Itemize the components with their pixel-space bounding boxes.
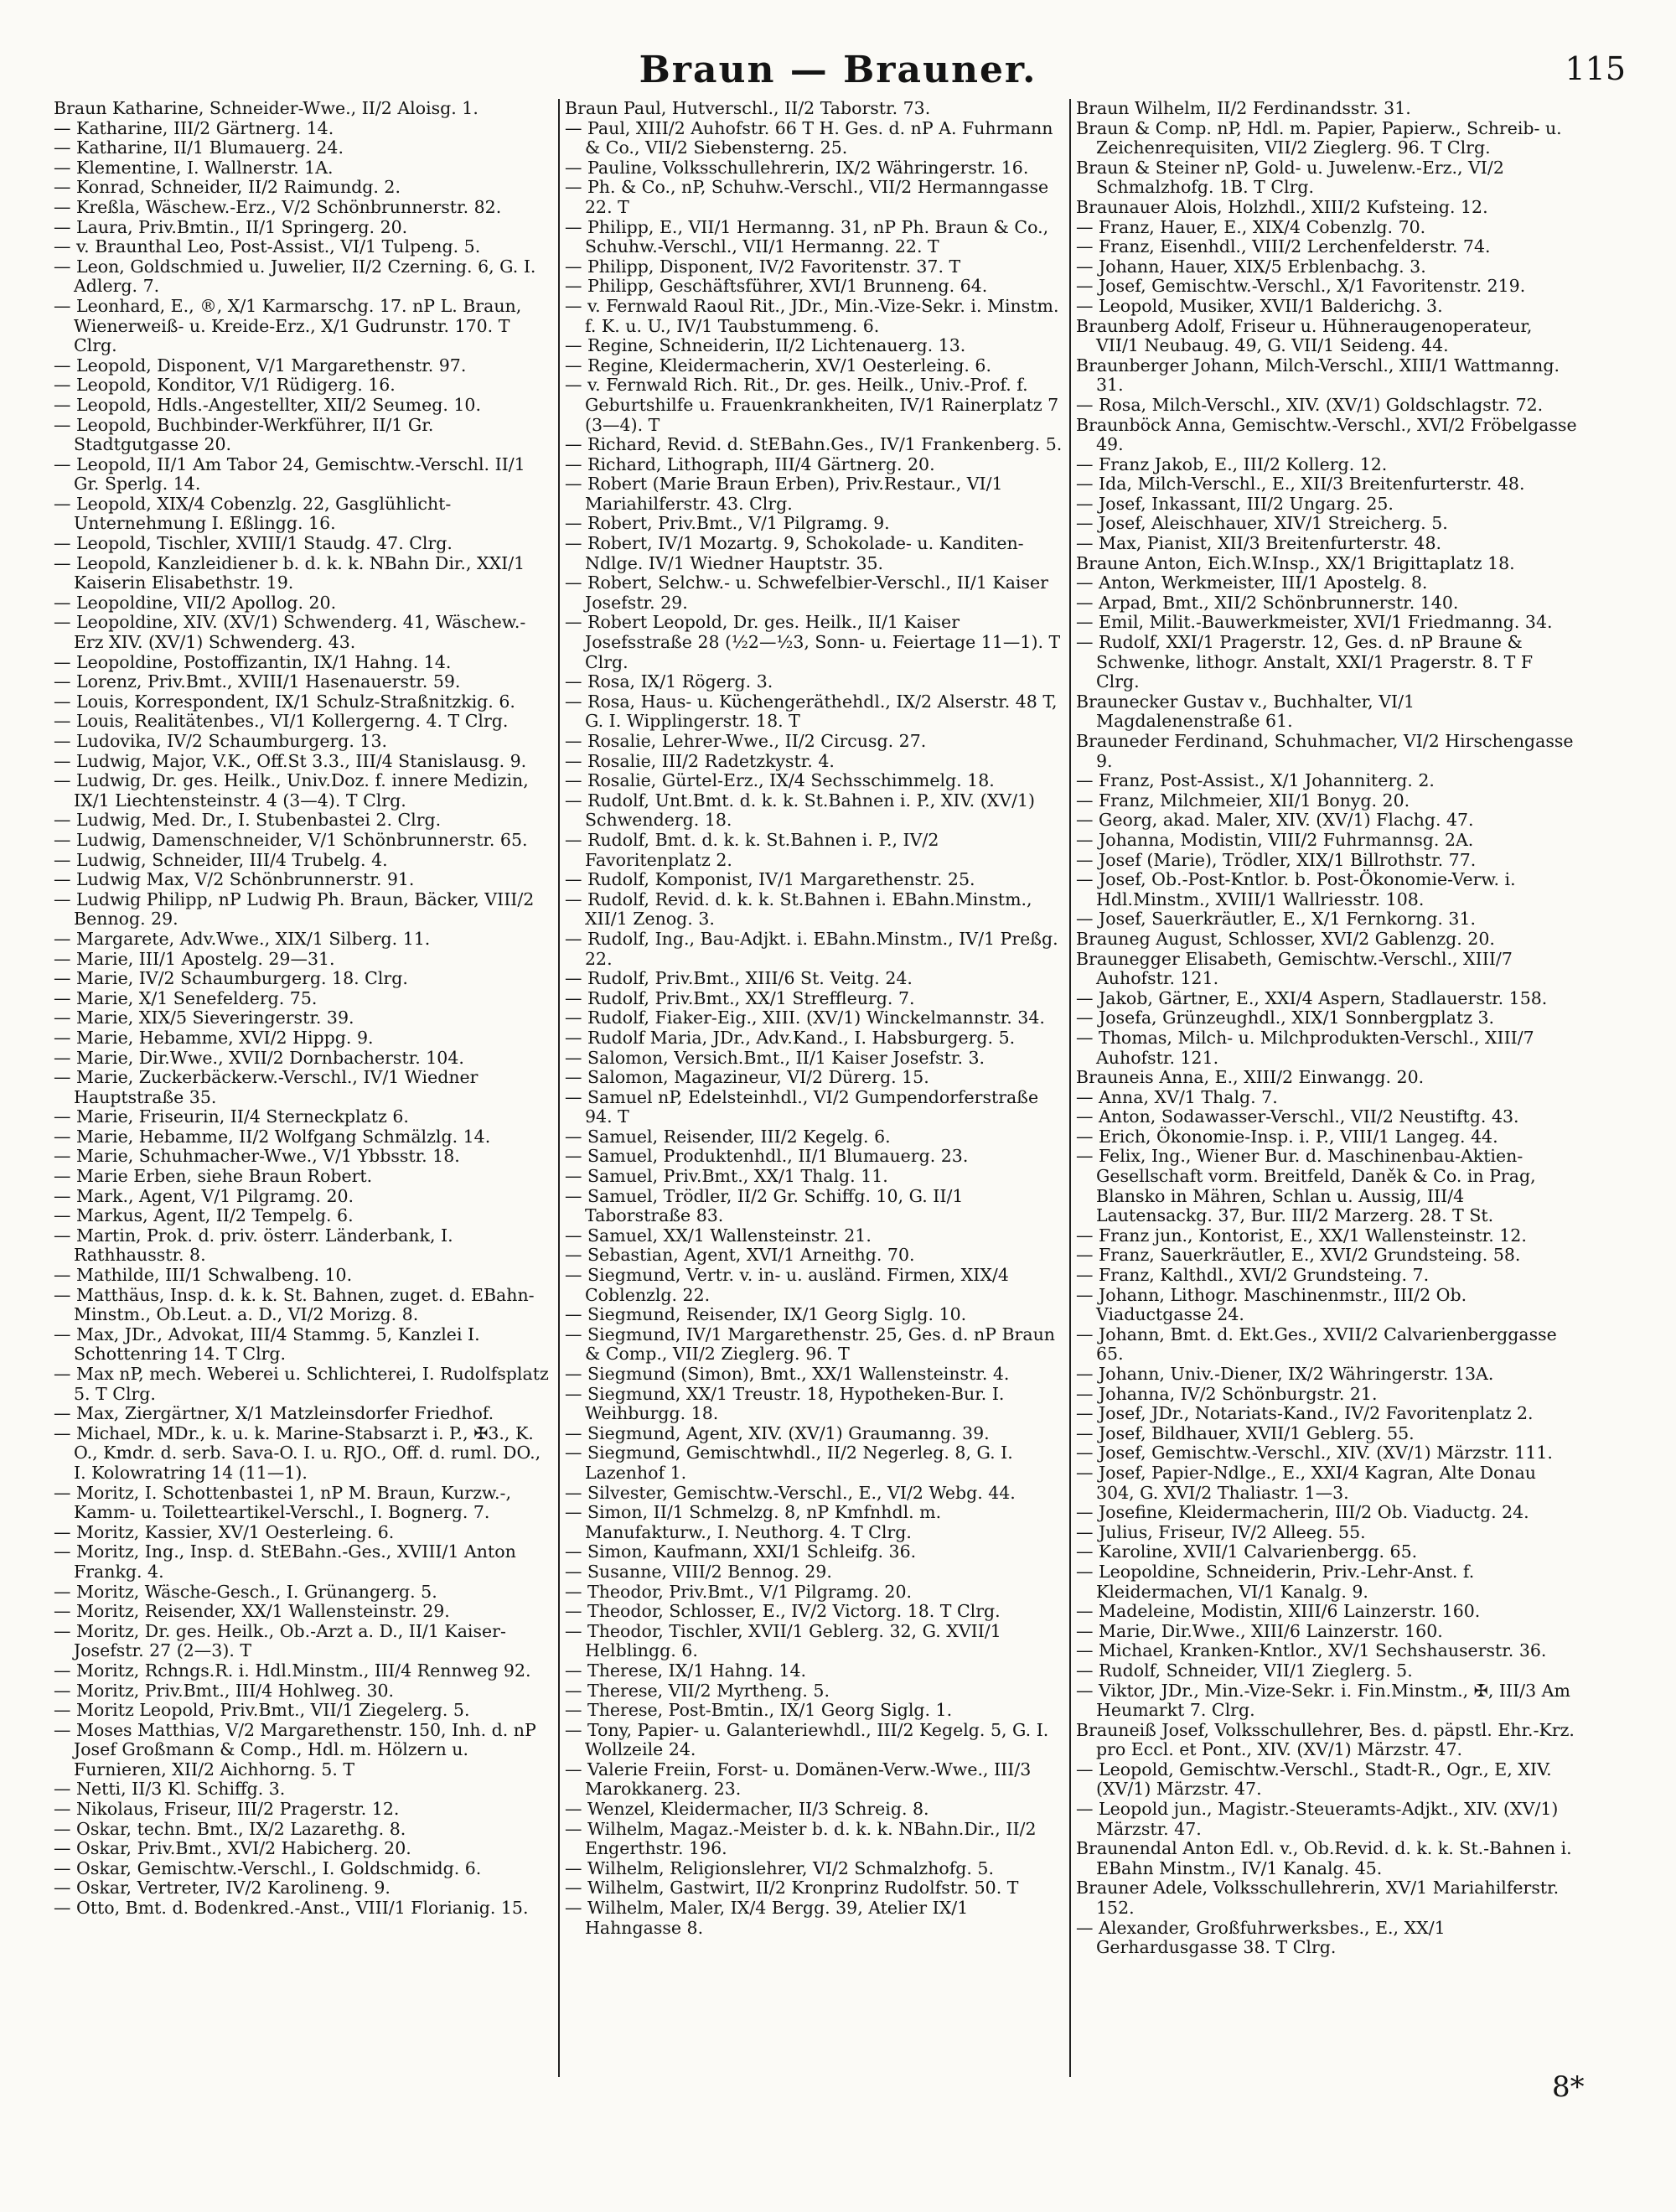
- directory-entry: — Moritz, Kassier, XV/1 Oesterleing. 6.: [54, 1521, 395, 1542]
- directory-entry: — Leopold jun., Magistr.-Steueramts-Adjkt., XIV. (XV/1) Märzstr. 47.: [1076, 1799, 1559, 1839]
- directory-entry: — Philipp, E., VII/1 Hermanng. 31, nP Ph. Braun & Co., Schuhw.-Verschl., VII/1 Hermanng. 22. T: [565, 216, 1049, 257]
- directory-entry: — Regine, Schneiderin, II/2 Lichtenauerg. 13.: [565, 335, 966, 356]
- directory-entry: — Robert, IV/1 Mozartg. 9, Schokolade- u. Kanditen-Ndlge. IV/1 Wiedner Hauptstr. 35.: [565, 533, 1024, 573]
- directory-entry: Brauneiß Josef, Volksschullehrer, Bes. d. päpstl. Ehr.-Krz. pro Eccl. et Pont., XIV. (XV/1) Märzstr. 47.: [1076, 1719, 1575, 1760]
- directory-entry: — Wilhelm, Gastwirt, II/2 Kronprinz Rudolfstr. 50. T: [565, 1878, 1019, 1899]
- directory-entry: — Leopold, Buchbinder-Werkführer, II/1 Gr. Stadtgutgasse 20.: [54, 414, 434, 455]
- directory-entry: — Samuel, Produktenhdl., II/1 Blumauerg. 23.: [565, 1146, 969, 1167]
- directory-entry: — Ludovika, IV/2 Schaumburgerg. 13.: [54, 731, 388, 751]
- directory-entry: — Leopold, Konditor, V/1 Rüdigerg. 16.: [54, 375, 396, 396]
- directory-entry: — Samuel nP, Edelsteinhdl., VI/2 Gumpendorferstraße 94. T: [565, 1086, 1039, 1127]
- directory-entry: — Mark., Agent, V/1 Pilgramg. 20.: [54, 1185, 354, 1206]
- directory-entry: — Ludwig Max, V/2 Schönbrunnerstr. 91.: [54, 869, 415, 890]
- directory-entry: — Rosa, Milch-Verschl., XIV. (XV/1) Goldschlagstr. 72.: [1076, 394, 1544, 415]
- directory-entry: — Karoline, XVII/1 Calvarienbergg. 65.: [1076, 1541, 1418, 1562]
- directory-entry: — Siegmund, IV/1 Margarethenstr. 25, Ges. d. nP Braun & Comp., VII/2 Zieglerg. 96. T: [565, 1324, 1055, 1365]
- directory-entry: — Rudolf, Unt.Bmt. d. k. k. St.Bahnen i. P., XIV. (XV/1) Schwenderg. 18.: [565, 790, 1036, 831]
- directory-entry: — Johann, Bmt. d. Ekt.Ges., XVII/2 Calvarienberggasse 65.: [1076, 1324, 1557, 1365]
- directory-entry: — Felix, Ing., Wiener Bur. d. Maschinenbau-Aktien-Gesellschaft vorm. Breitfeld, Daněk & Co. in Prag, Blansko in Mähren, Schlan u. Aussig, III/4 Lautensackg. 37, Bur. III/2 Marzerg. 28. T St.: [1076, 1146, 1536, 1226]
- directory-entry: — Madeleine, Modistin, XIII/6 Lainzerstr. 160.: [1076, 1601, 1481, 1622]
- directory-entry: — Josef, Bildhauer, XVII/1 Geblerg. 55.: [1076, 1422, 1415, 1443]
- directory-entry: — Louis, Korrespondent, IX/1 Schulz-Straßnitzkig. 6.: [54, 691, 515, 712]
- directory-entry: Braunegger Elisabeth, Gemischtw.-Verschl., XIII/7 Auhofstr. 121.: [1076, 948, 1513, 989]
- directory-entry: — Rosalie, Lehrer-Wwe., II/2 Circusg. 27.: [565, 731, 927, 751]
- directory-entry: — Marie, Friseurin, II/4 Sterneckplatz 6.: [54, 1106, 409, 1127]
- directory-entry: — Erich, Ökonomie-Insp. i. P., VIII/1 Langeg. 44.: [1076, 1126, 1498, 1147]
- directory-entry: — Klementine, I. Wallnerstr. 1A.: [54, 157, 334, 178]
- directory-entry: — Thomas, Milch- u. Milchprodukten-Verschl., XIII/7 Auhofstr. 121.: [1076, 1027, 1534, 1068]
- directory-entry: — Anna, XV/1 Thalg. 7.: [1076, 1086, 1278, 1107]
- directory-entry: — Nikolaus, Friseur, III/2 Pragerstr. 12.: [54, 1799, 400, 1820]
- directory-entry: — Max, Pianist, XII/3 Breitenfurterstr. 48.: [1076, 533, 1442, 554]
- directory-entry: — Samuel, Priv.Bmt., XX/1 Thalg. 11.: [565, 1166, 888, 1187]
- directory-entry: — Josefa, Grünzeughdl., XIX/1 Sonnbergplatz 3.: [1076, 1008, 1495, 1028]
- directory-entry: — Emil, Milit.-Bauwerkmeister, XVI/1 Friedmanng. 34.: [1076, 612, 1553, 633]
- directory-entry: — Johann, Hauer, XIX/5 Erblenbachg. 3.: [1076, 256, 1426, 277]
- directory-entry: — Siegmund, Vertr. v. in- u. ausländ. Firmen, XIX/4 Coblenzlg. 22.: [565, 1265, 1009, 1305]
- directory-entry: — Marie Erben, siehe Braun Robert.: [54, 1166, 373, 1187]
- directory-entry: — v. Fernwald Rich. Rit., Dr. ges. Heilk., Univ.-Prof. f. Geburtshilfe u. Frauenkrankheiten, IV/1 Rainerplatz 7 (3—4). T: [565, 375, 1059, 435]
- directory-entry: Brauneis Anna, E., XIII/2 Einwangg. 20.: [1076, 1067, 1425, 1088]
- directory-entry: — Valerie Freiin, Forst- u. Domänen-Verw.-Wwe., III/3 Marokkanerg. 23.: [565, 1759, 1032, 1800]
- directory-entry: — Matthäus, Insp. d. k. k. St. Bahnen, zuget. d. EBahn-Minstm., Ob.Leut. a. D., VI/2 Morizg. 8.: [54, 1284, 535, 1325]
- directory-entry: — Marie, Zuckerbäckerw.-Verschl., IV/1 Wiedner Hauptstraße 35.: [54, 1067, 478, 1107]
- directory-entry: — Leopold, Disponent, V/1 Margarethenstr. 97.: [54, 355, 467, 376]
- directory-entry: — Ludwig, Major, V.K., Off.St 3.3., III/4 Stanislausg. 9.: [54, 750, 527, 771]
- directory-entry: Braunberger Johann, Milch-Verschl., XIII/1 Wattmanng. 31.: [1076, 355, 1560, 396]
- directory-entry: — Max, JDr., Advokat, III/4 Stammg. 5, Kanzlei I. Schottenring 14. T Clrg.: [54, 1324, 480, 1365]
- directory-entry: — Moritz, Dr. ges. Heilk., Ob.-Arzt a. D., II/1 Kaiser-Josefstr. 27 (2—3). T: [54, 1620, 506, 1661]
- directory-entry: Braun Katharine, Schneider-Wwe., II/2 Aloisg. 1.: [54, 99, 478, 118]
- directory-entry: — Theodor, Tischler, XVII/1 Geblerg. 32, G. XVII/1 Helblingg. 6.: [565, 1620, 1001, 1661]
- directory-entry: — Ludwig, Med. Dr., I. Stubenbastei 2. Clrg.: [54, 810, 442, 831]
- directory-entry: — Ludwig, Schneider, III/4 Trubelg. 4.: [54, 849, 388, 870]
- directory-entry: — Rudolf, Revid. d. k. k. St.Bahnen i. EBahn.Minstm., XII/1 Zenog. 3.: [565, 888, 1032, 930]
- directory-entry: — Otto, Bmt. d. Bodenkred.-Anst., VIII/1 Florianig. 15.: [54, 1898, 529, 1919]
- directory-entry: — Samuel, Reisender, III/2 Kegelg. 6.: [565, 1126, 891, 1147]
- directory-entry: — Louis, Realitätenbes., VI/1 Kollergerng. 4. T Clrg.: [54, 711, 509, 732]
- directory-entry: — Ludwig Philipp, nP Ludwig Ph. Braun, Bäcker, VIII/2 Bennog. 29.: [54, 888, 535, 930]
- directory-entry: Brauneder Ferdinand, Schuhmacher, VI/2 Hirschengasse 9.: [1076, 731, 1574, 771]
- directory-entry: — Simon, II/1 Schmelzg. 8, nP Kmfnhdl. m. Manufakturw., I. Neuthorg. 4. T Clrg.: [565, 1502, 942, 1542]
- directory-entry: — Anton, Werkmeister, III/1 Apostelg. 8.: [1076, 572, 1428, 593]
- directory-entry: — Marie, Dir.Wwe., XVII/2 Dornbacherstr. 104.: [54, 1047, 464, 1068]
- directory-entry: — Leopold, II/1 Am Tabor 24, Gemischtw.-Verschl. II/1 Gr. Sperlg. 14.: [54, 453, 525, 495]
- directory-entry: — Marie, Dir.Wwe., XIII/6 Lainzerstr. 160.: [1076, 1620, 1443, 1641]
- directory-entry: — Katharine, II/1 Blumauerg. 24.: [54, 137, 344, 158]
- directory-entry: Brauner Adele, Volksschullehrerin, XV/1 Mariahilferstr. 152.: [1076, 1878, 1560, 1919]
- directory-entry: — Anton, Sodawasser-Verschl., VII/2 Neustiftg. 43.: [1076, 1106, 1519, 1127]
- directory-entry: — Wenzel, Kleidermacher, II/3 Schreig. 8.: [565, 1799, 929, 1820]
- directory-entry: — Wilhelm, Maler, IX/4 Bergg. 39, Atelier IX/1 Hahngasse 8.: [565, 1898, 969, 1938]
- directory-entry: — Johann, Univ.-Diener, IX/2 Währingerstr. 13A.: [1076, 1364, 1494, 1384]
- directory-entry: — Moritz, I. Schottenbastei 1, nP M. Braun, Kurzw.-, Kamm- u. Toiletteartikel-Verschl., I. Bognerg. 7.: [54, 1482, 511, 1523]
- directory-entry: — Theodor, Priv.Bmt., V/1 Pilgramg. 20.: [565, 1581, 913, 1602]
- directory-entry: — Ida, Milch-Verschl., E., XII/3 Breitenfurterstr. 48.: [1076, 474, 1525, 495]
- directory-entry: — Rosa, IX/1 Rögerg. 3.: [565, 671, 773, 692]
- directory-entry: — Salomon, Magazineur, VI/2 Dürerg. 15.: [565, 1067, 929, 1088]
- directory-entry: — Rudolf, Ing., Bau-Adjkt. i. EBahn.Minstm., IV/1 Preßg. 22.: [565, 928, 1058, 969]
- directory-entry: Braunauer Alois, Holzhdl., XIII/2 Kufsteing. 12.: [1076, 196, 1488, 217]
- directory-entry: Braun & Comp. nP, Hdl. m. Papier, Papierw., Schreib- u. Zeichenrequisiten, VII/2 Zieglerg. 96. T Clrg.: [1076, 117, 1562, 158]
- directory-entry: — Susanne, VIII/2 Bennog. 29.: [565, 1561, 832, 1582]
- directory-entry: — Jakob, Gärtner, E., XXI/4 Aspern, Stadlauerstr. 158.: [1076, 987, 1548, 1008]
- directory-entry: — Wilhelm, Magaz.-Meister b. d. k. k. NBahn.Dir., II/2 Engerthstr. 196.: [565, 1818, 1037, 1859]
- page-number: 115: [1565, 50, 1626, 87]
- directory-entry: — Michael, MDr., k. u. k. Marine-Stabsarzt i. P., ✠3., K. O., Kmdr. d. serb. Sava-O. I. u. RJO., Off. d. ruml. DO., I. Kolowratring 14 (11—1).: [54, 1422, 541, 1483]
- directory-entry: Braun Paul, Hutverschl., II/2 Taborstr. 73.: [565, 99, 931, 118]
- directory-entry: — Moritz, Priv.Bmt., III/4 Hohlweg. 30.: [54, 1680, 395, 1701]
- directory-entry: — Josef, Inkassant, III/2 Ungarg. 25.: [1076, 493, 1394, 514]
- directory-entry: — Leopold, Gemischtw.-Verschl., Stadt-R., Ogr., E, XIV. (XV/1) Märzstr. 47.: [1076, 1759, 1552, 1800]
- directory-entry: — Robert Leopold, Dr. ges. Heilk., II/1 Kaiser Josefsstraße 28 (½2—½3, Sonn- u. Feiertage 11—1). T Clrg.: [565, 612, 1061, 672]
- directory-entry: — Franz, Milchmeier, XII/1 Bonyg. 20.: [1076, 790, 1410, 811]
- directory-entry: — Johanna, Modistin, VIII/2 Fuhrmannsg. 2A.: [1076, 829, 1474, 850]
- directory-entry: — Richard, Revid. d. StEBahn.Ges., IV/1 Frankenberg. 5.: [565, 434, 1063, 455]
- directory-entry: — Rosalie, Gürtel-Erz., IX/4 Sechsschimmelg. 18.: [565, 770, 995, 791]
- directory-entry: — Leopold, Musiker, XVII/1 Balderichg. 3.: [1076, 295, 1443, 316]
- directory-entry: — Moritz, Wäsche-Gesch., I. Grünangerg. 5.: [54, 1581, 437, 1602]
- directory-entry: — Max nP, mech. Weberei u. Schlichterei, I. Rudolfsplatz 5. T Clrg.: [54, 1364, 549, 1404]
- directory-entry: — Josef, Papier-Ndlge., E., XXI/4 Kagran, Alte Donau 304, G. XVI/2 Thaliastr. 1—3.: [1076, 1462, 1537, 1503]
- directory-entry: — Rudolf, Komponist, IV/1 Margarethenstr. 25.: [565, 869, 975, 890]
- directory-entry: — Rudolf, Priv.Bmt., XIII/6 St. Veitg. 24.: [565, 968, 913, 989]
- column-divider: [1069, 99, 1071, 2077]
- directory-entry: — Franz, Kalthdl., XVI/2 Grundsteing. 7.: [1076, 1265, 1430, 1286]
- directory-entry: — Max, Ziergärtner, X/1 Matzleinsdorfer Friedhof.: [54, 1403, 494, 1424]
- directory-entry: — Samuel, XX/1 Wallensteinstr. 21.: [565, 1225, 872, 1246]
- directory-entry: — Marie, X/1 Senefelderg. 75.: [54, 987, 318, 1008]
- directory-entry: — Siegmund, Reisender, IX/1 Georg Siglg. 10.: [565, 1304, 967, 1325]
- directory-entry: Brauneg August, Schlosser, XVI/2 Gablenzg. 20.: [1076, 928, 1495, 949]
- directory-entry: — Marie, III/1 Apostelg. 29—31.: [54, 948, 335, 969]
- directory-entry: — Johanna, IV/2 Schönburgstr. 21.: [1076, 1383, 1378, 1404]
- directory-entry: — Martin, Prok. d. priv. österr. Länderbank, I. Rathhausstr. 8.: [54, 1225, 453, 1266]
- directory-entry: — Ph. & Co., nP, Schuhw.-Verschl., VII/2 Hermanngasse 22. T: [565, 177, 1049, 217]
- directory-entry: — Moritz, Reisender, XX/1 Wallensteinstr. 29.: [54, 1601, 450, 1622]
- column-divider: [558, 99, 560, 2077]
- directory-entry: — Josef, Aleischhauer, XIV/1 Streicherg. 5.: [1076, 513, 1448, 534]
- directory-entry: — Rudolf Maria, JDr., Adv.Kand., I. Habsburgerg. 5.: [565, 1027, 1016, 1048]
- directory-entry: — Simon, Kaufmann, XXI/1 Schleifg. 36.: [565, 1541, 917, 1562]
- running-head: Braun — Brauner.: [639, 49, 1037, 91]
- directory-entry: — Leonhard, E., ®, X/1 Karmarschg. 17. nP L. Braun, Wienerweiß- u. Kreide-Erz., X/1 Gudrunstr. 170. T Clrg.: [54, 295, 522, 356]
- directory-entry: — Rudolf, Bmt. d. k. k. St.Bahnen i. P., IV/2 Favoritenplatz 2.: [565, 829, 939, 870]
- directory-entry: — Kreßla, Wäschew.-Erz., V/2 Schönbrunnerstr. 82.: [54, 196, 502, 217]
- directory-entry: — Josef, Sauerkräutler, E., X/1 Fernkorng. 31.: [1076, 909, 1477, 930]
- directory-entry: — Markus, Agent, II/2 Tempelg. 6.: [54, 1205, 354, 1226]
- directory-entry: — Konrad, Schneider, II/2 Raimundg. 2.: [54, 177, 401, 198]
- directory-entry: — Moritz Leopold, Priv.Bmt., VII/1 Ziegelerg. 5.: [54, 1700, 470, 1721]
- page-header: [50, 49, 1626, 99]
- directory-entry: — Arpad, Bmt., XII/2 Schönbrunnerstr. 140.: [1076, 592, 1459, 613]
- directory-entry: — Leopold, Kanzleidiener b. d. k. k. NBahn Dir., XXI/1 Kaiserin Elisabethstr. 19.: [54, 552, 525, 593]
- directory-entry: — Marie, Schuhmacher-Wwe., V/1 Ybbsstr. 18.: [54, 1146, 460, 1167]
- directory-entry: — Josef (Marie), Trödler, XIX/1 Billrothstr. 77.: [1076, 849, 1477, 870]
- directory-entry: — Rosa, Haus- u. Küchengeräthehdl., IX/2 Alserstr. 48 T, G. I. Wipplingerstr. 18. T: [565, 691, 1058, 732]
- directory-entry: — Rudolf, Schneider, VII/1 Zieglerg. 5.: [1076, 1660, 1413, 1681]
- directory-entry: — Robert, Selchw.- u. Schwefelbier-Verschl., II/1 Kaiser Josefstr. 29.: [565, 572, 1048, 613]
- directory-entry: — Oskar, Vertreter, IV/2 Karolineng. 9.: [54, 1878, 391, 1899]
- directory-entry: — Franz jun., Kontorist, E., XX/1 Wallensteinstr. 12.: [1076, 1225, 1527, 1246]
- directory-entry: — Siegmund, XX/1 Treustr. 18, Hypotheken-Bur. I. Weihburgg. 18.: [565, 1383, 1005, 1424]
- directory-entry: — Marie, Hebamme, XVI/2 Hippg. 9.: [54, 1027, 374, 1048]
- directory-entry: — Moses Matthias, V/2 Margarethenstr. 150, Inh. d. nP Josef Großmann & Comp., Hdl. m. Hölzern u. Furnieren, XII/2 Aichhorng. 5. T: [54, 1719, 536, 1779]
- directory-entry: — Viktor, JDr., Min.-Vize-Sekr. i. Fin.Minstm., ✠, III/3 Am Heumarkt 7. Clrg.: [1076, 1680, 1570, 1721]
- directory-entry: Braunböck Anna, Gemischtw.-Verschl., XVI/2 Fröbelgasse 49.: [1076, 414, 1577, 455]
- directory-entry: — Pauline, Volksschullehrerin, IX/2 Währingerstr. 16.: [565, 157, 1029, 178]
- directory-entry: — Leopold, Hdls.-Angestellter, XII/2 Seumeg. 10.: [54, 394, 481, 415]
- directory-entry: — Franz, Hauer, E., XIX/4 Cobenzlg. 70.: [1076, 216, 1426, 237]
- directory-entry: Braunberg Adolf, Friseur u. Hühneraugenoperateur, VII/1 Neubaug. 49, G. VII/1 Seideng. 44.: [1076, 315, 1533, 356]
- directory-entry: — Marie, IV/2 Schaumburgerg. 18. Clrg.: [54, 968, 408, 989]
- directory-entry: — Oskar, Gemischtw.-Verschl., I. Goldschmidg. 6.: [54, 1857, 482, 1878]
- directory-entry: — Marie, Hebamme, II/2 Wolfgang Schmälzlg. 14.: [54, 1126, 491, 1147]
- directory-entry: — Netti, II/3 Kl. Schiffg. 3.: [54, 1779, 286, 1800]
- directory-entry: — Franz, Post-Assist., X/1 Johanniterg. 2.: [1076, 770, 1435, 791]
- signature-mark: 8*: [1552, 2070, 1585, 2104]
- directory-entry: Braunendal Anton Edl. v., Ob.Revid. d. k. k. St.-Bahnen i. EBahn Minstm., IV/1 Kanalg. 45.: [1076, 1838, 1572, 1878]
- directory-entry: — Margarete, Adv.Wwe., XIX/1 Silberg. 11.: [54, 928, 431, 949]
- directory-entry: — Marie, XIX/5 Sieveringerstr. 39.: [54, 1008, 354, 1028]
- directory-entry: — Rosalie, III/2 Radetzkystr. 4.: [565, 750, 835, 771]
- directory-entry: — Oskar, techn. Bmt., IX/2 Lazarethg. 8.: [54, 1818, 406, 1839]
- directory-entry: — Leopoldine, Schneiderin, Priv.-Lehr-Anst. f. Kleidermachen, VI/1 Kanalg. 9.: [1076, 1561, 1475, 1602]
- directory-entry: — Rudolf, Fiaker-Eig., XIII. (XV/1) Winckelmannstr. 34.: [565, 1008, 1045, 1028]
- directory-entry: — Silvester, Gemischtw.-Verschl., E., VI/2 Webg. 44.: [565, 1482, 1016, 1503]
- column-1: [50, 99, 561, 2077]
- directory-entry: — Josef, Gemischtw.-Verschl., XIV. (XV/1) Märzstr. 111.: [1076, 1443, 1553, 1463]
- directory-entry: — Josef, Ob.-Post-Kntlor. b. Post-Ökonomie-Verw. i. Hdl.Minstm., XVIII/1 Wallriesstr. 108.: [1076, 869, 1516, 909]
- directory-entry: — Moritz, Rchngs.R. i. Hdl.Minstm., III/4 Rennweg 92.: [54, 1660, 531, 1681]
- directory-entry: — Franz Jakob, E., III/2 Kollerg. 12.: [1076, 453, 1388, 474]
- directory-entry: — Robert, Priv.Bmt., V/1 Pilgramg. 9.: [565, 513, 890, 534]
- directory-entry: Braun & Steiner nP, Gold- u. Juwelenw.-Erz., VI/2 Schmalzhofg. 1B. T Clrg.: [1076, 157, 1504, 198]
- directory-entry: — Leopold, XIX/4 Cobenzlg. 22, Gasglühlicht-Unternehmung I. Eßlingg. 16.: [54, 493, 452, 534]
- directory-entry: — Salomon, Versich.Bmt., II/1 Kaiser Josefstr. 3.: [565, 1047, 985, 1068]
- directory-entry: Braune Anton, Eich.W.Insp., XX/1 Brigittaplatz 18.: [1076, 552, 1515, 573]
- directory-entry: — Therese, VII/2 Myrtheng. 5.: [565, 1680, 830, 1701]
- directory-entry: — Josefine, Kleidermacherin, III/2 Ob. Viaductg. 24.: [1076, 1502, 1529, 1523]
- directory-entry: — Leopoldine, Postoffizantin, IX/1 Hahng. 14.: [54, 651, 452, 672]
- directory-entry: — Paul, XIII/2 Auhofstr. 66 T H. Ges. d. nP A. Fuhrmann & Co., VII/2 Siebensterng. 25.: [565, 117, 1053, 158]
- directory-entry: — Oskar, Priv.Bmt., XVI/2 Habicherg. 20.: [54, 1838, 411, 1859]
- directory-entry: Braunecker Gustav v., Buchhalter, VI/1 Magdalenenstraße 61.: [1076, 691, 1415, 732]
- directory-entry: — Therese, Post-Bmtin., IX/1 Georg Siglg. 1.: [565, 1700, 953, 1721]
- directory-entry: — Samuel, Trödler, II/2 Gr. Schiffg. 10, G. II/1 Taborstraße 83.: [565, 1185, 964, 1226]
- directory-entry: — Alexander, Großfuhrwerksbes., E., XX/1 Gerhardusgasse 38. T Clrg.: [1076, 1917, 1446, 1958]
- directory-entry: — Therese, IX/1 Hahng. 14.: [565, 1660, 807, 1681]
- directory-entry: — Josef, JDr., Notariats-Kand., IV/2 Favoritenplatz 2.: [1076, 1403, 1534, 1424]
- directory-entry: — Leopold, Tischler, XVIII/1 Staudg. 47. Clrg.: [54, 533, 453, 554]
- directory-entry: — Julius, Friseur, IV/2 Alleeg. 55.: [1076, 1521, 1366, 1542]
- directory-entry: — Moritz, Ing., Insp. d. StEBahn.-Ges., XVIII/1 Anton Frankg. 4.: [54, 1541, 516, 1582]
- directory-entry: — Tony, Papier- u. Galanteriewhdl., III/2 Kegelg. 5, G. I. Wollzeile 24.: [565, 1719, 1049, 1760]
- directory-entry: — Laura, Priv.Bmtin., II/1 Springerg. 20.: [54, 216, 408, 237]
- directory-entry: — Franz, Eisenhdl., VIII/2 Lerchenfelderstr. 74.: [1076, 236, 1491, 257]
- directory-entry: — Josef, Gemischtw.-Verschl., X/1 Favoritenstr. 219.: [1076, 276, 1526, 297]
- directory-entry: — Richard, Lithograph, III/4 Gärtnerg. 20.: [565, 453, 935, 474]
- directory-entry: — Rudolf, XXI/1 Pragerstr. 12, Ges. d. nP Braune & Schwenke, lithogr. Anstalt, XXI/1 Pragerstr. 8. T F Clrg.: [1076, 632, 1534, 692]
- directory-entry: — Lorenz, Priv.Bmt., XVIII/1 Hasenauerstr. 59.: [54, 671, 461, 692]
- directory-entry: — Leopoldine, XIV. (XV/1) Schwenderg. 41, Wäschew.-Erz XIV. (XV/1) Schwenderg. 43.: [54, 612, 526, 653]
- directory-entry: — Leon, Goldschmied u. Juwelier, II/2 Czerning. 6, G. I. Adlerg. 7.: [54, 256, 536, 297]
- column-2: [561, 99, 1073, 2077]
- directory-entry: — Siegmund, Agent, XIV. (XV/1) Graumanng. 39.: [565, 1422, 990, 1443]
- directory-entry: — Michael, Kranken-Kntlor., XV/1 Sechshauserstr. 36.: [1076, 1640, 1547, 1661]
- directory-entry: — Siegmund, Gemischtwhdl., II/2 Negerleg. 8, G. I. Lazenhof 1.: [565, 1443, 1013, 1483]
- directory-entry: — Siegmund (Simon), Bmt., XX/1 Wallensteinstr. 4.: [565, 1364, 1010, 1384]
- directory-entry: — v. Fernwald Raoul Rit., JDr., Min.-Vize-Sekr. i. Minstm. f. K. u. U., IV/1 Taubstummeng. 6.: [565, 295, 1059, 336]
- column-3: [1073, 99, 1584, 2077]
- directory-entry: — Johann, Lithogr. Maschinenmstr., III/2 Ob. Viaductgasse 24.: [1076, 1284, 1467, 1325]
- directory-entry: — Georg, akad. Maler, XIV. (XV/1) Flachg. 47.: [1076, 810, 1474, 831]
- directory-entry: — Ludwig, Damenschneider, V/1 Schönbrunnerstr. 65.: [54, 829, 528, 850]
- directory-entry: — Mathilde, III/1 Schwalbeng. 10.: [54, 1265, 353, 1286]
- directory-entry: — Ludwig, Dr. ges. Heilk., Univ.Doz. f. innere Medizin, IX/1 Liechtensteinstr. 4 (3—4). T Clrg.: [54, 770, 529, 811]
- directory-entry: — v. Braunthal Leo, Post-Assist., VI/1 Tulpeng. 5.: [54, 236, 481, 257]
- directory-entry: — Philipp, Disponent, IV/2 Favoritenstr. 37. T: [565, 256, 961, 277]
- directory-entry: — Rudolf, Priv.Bmt., XX/1 Streffleurg. 7.: [565, 987, 915, 1008]
- directory-entry: — Sebastian, Agent, XVI/1 Arneithg. 70.: [565, 1245, 915, 1266]
- directory-entry: — Wilhelm, Religionslehrer, VI/2 Schmalzhofg. 5.: [565, 1857, 994, 1878]
- directory-entry: — Philipp, Geschäftsführer, XVI/1 Brunneng. 64.: [565, 276, 988, 297]
- directory-entry: — Leopoldine, VII/2 Apollog. 20.: [54, 592, 337, 613]
- directory-entry: — Franz, Sauerkräutler, E., XVI/2 Grundsteing. 58.: [1076, 1245, 1521, 1266]
- directory-entry: Braun Wilhelm, II/2 Ferdinandsstr. 31.: [1076, 99, 1411, 118]
- directory-entry: — Robert (Marie Braun Erben), Priv.Restaur., VI/1 Mariahilferstr. 43. Clrg.: [565, 474, 1003, 514]
- directory-entry: — Regine, Kleidermacherin, XV/1 Oesterleing. 6.: [565, 355, 991, 376]
- directory-entry: — Theodor, Schlosser, E., IV/2 Victorg. 18. T Clrg.: [565, 1601, 1001, 1622]
- directory-entry: — Katharine, III/2 Gärtnerg. 14.: [54, 117, 334, 138]
